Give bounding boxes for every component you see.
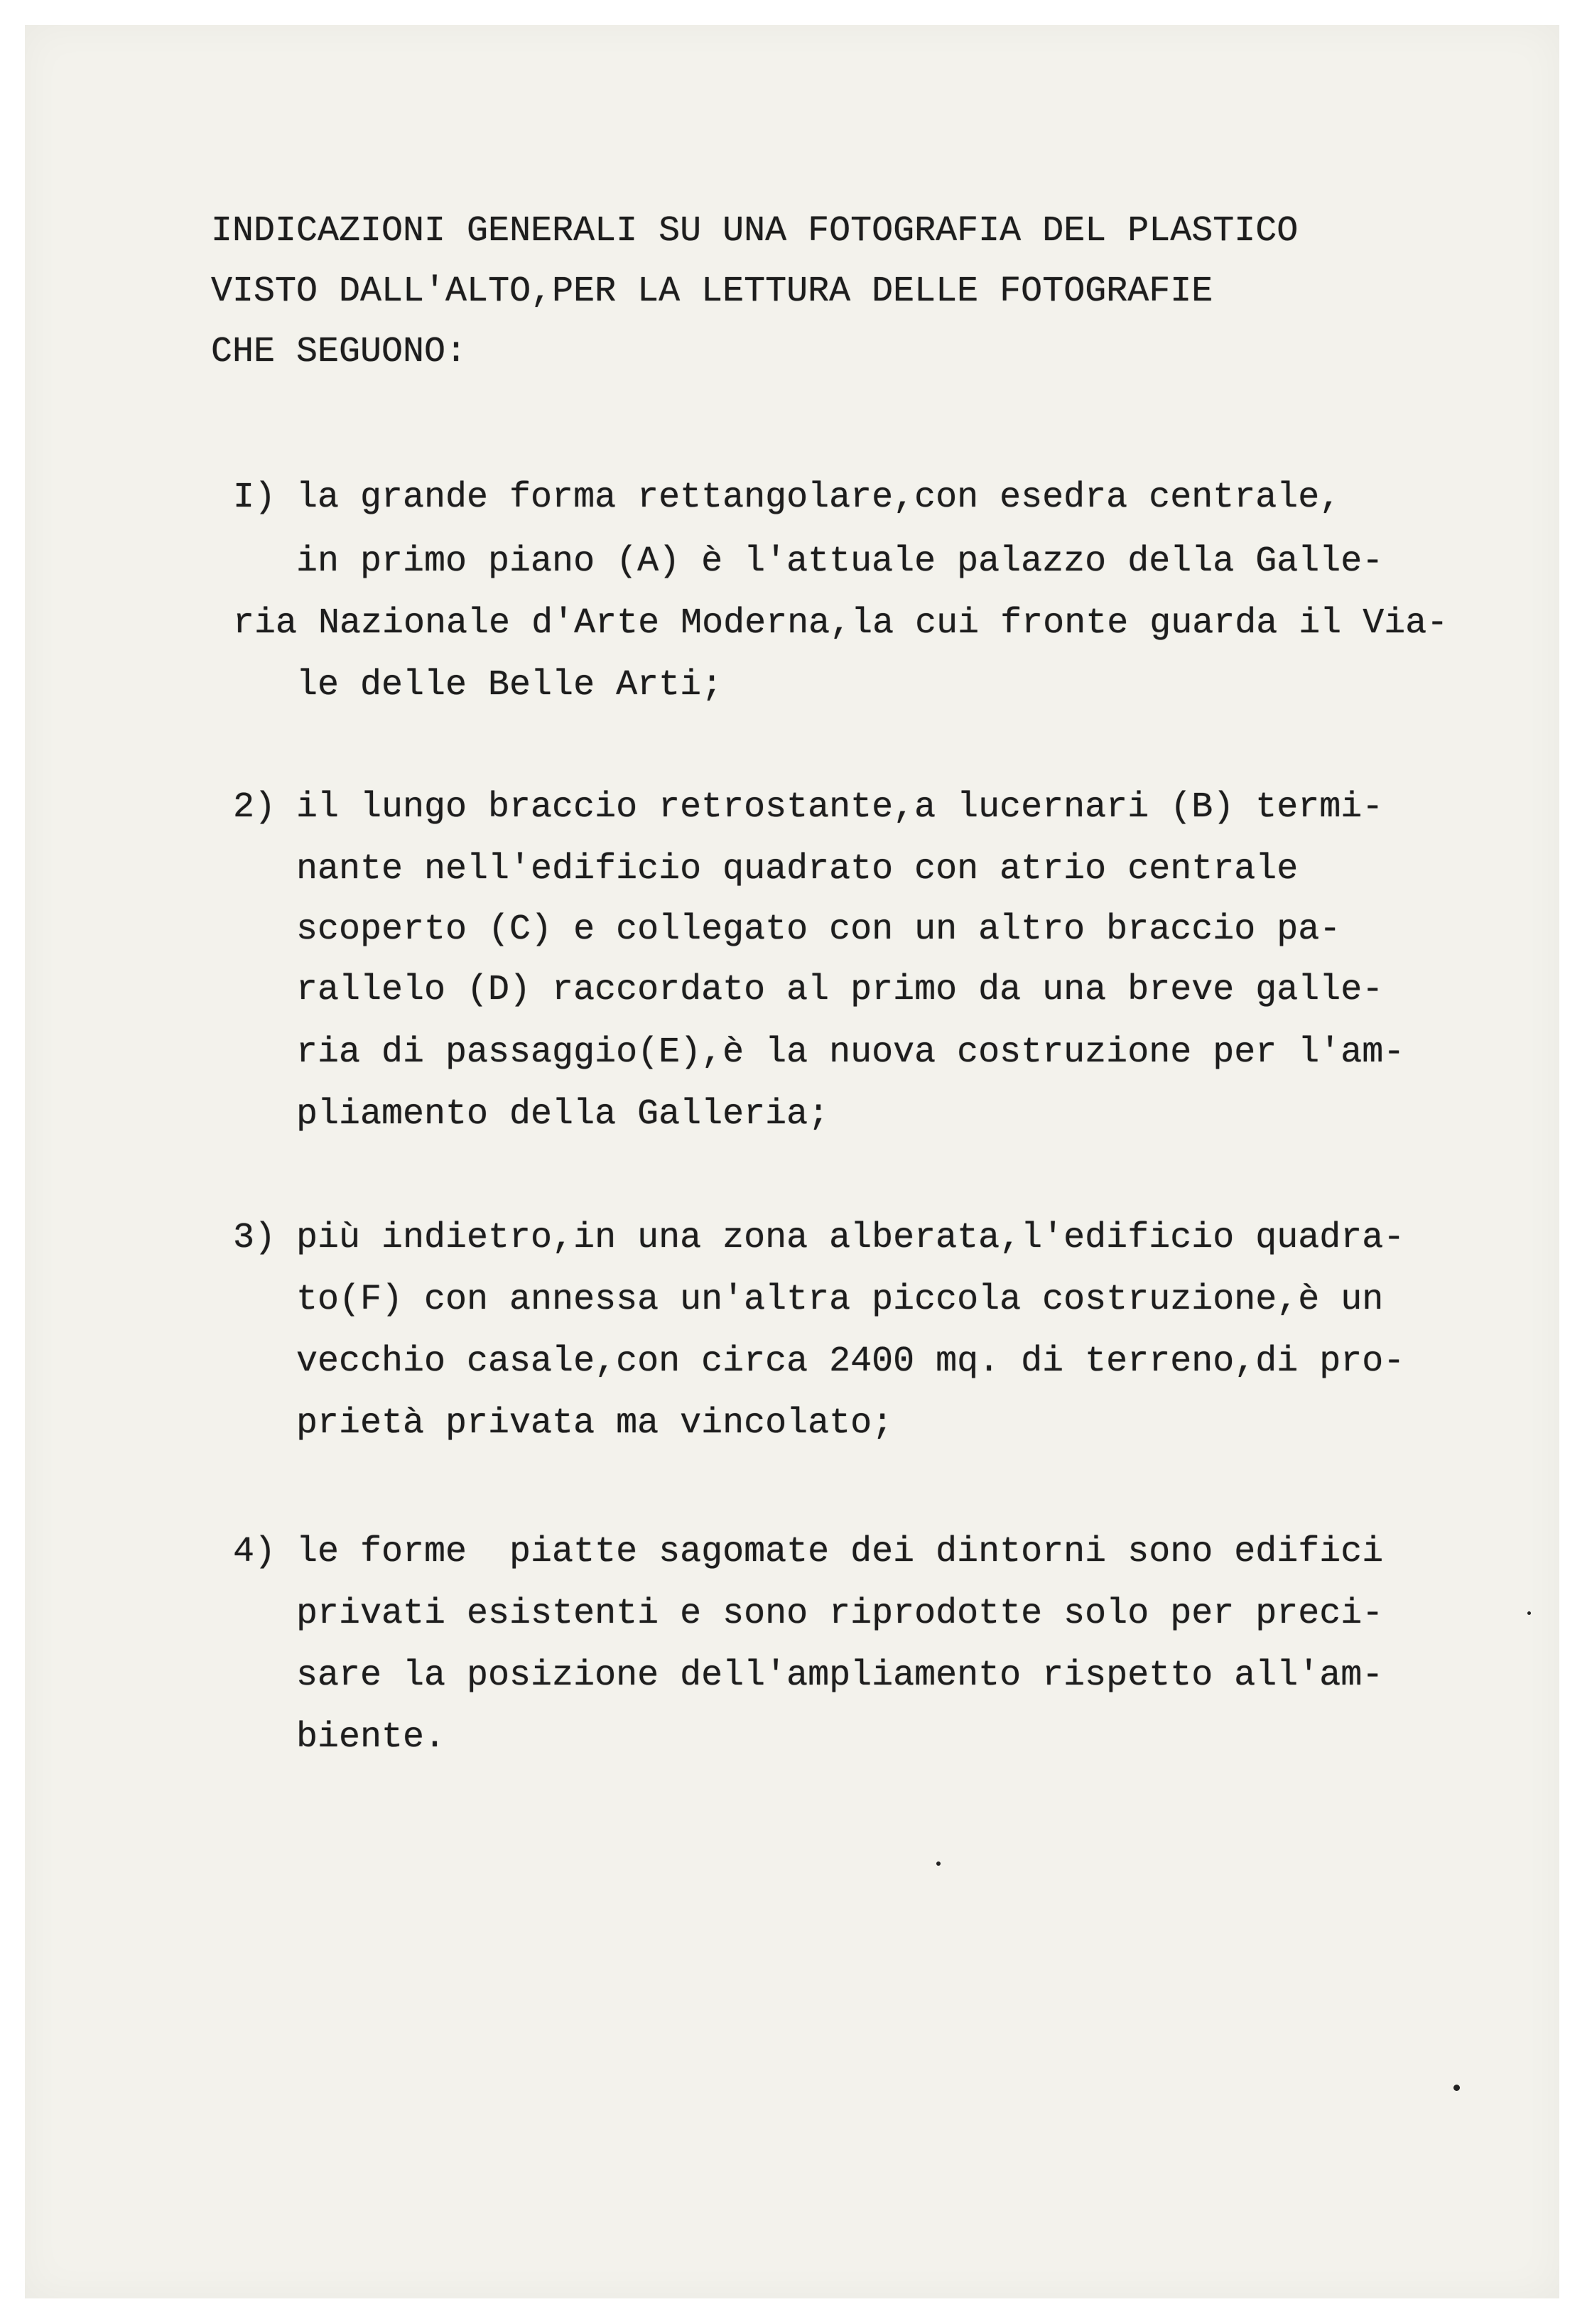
title-line: INDICAZIONI GENERALI SU UNA FOTOGRAFIA DEL PLASTICO — [211, 211, 1299, 252]
title-line: CHE SEGUONO: — [211, 332, 467, 372]
item-line: le forme piatte sagomate dei dintorni sono edifici — [296, 1532, 1384, 1572]
item-line: più indietro,in una zona alberata,l'edificio quadra- — [296, 1218, 1405, 1258]
ink-speck — [936, 1861, 941, 1866]
ink-speck — [1453, 2085, 1460, 2091]
item-line: rallelo (D) raccordato al primo da una breve galle- — [296, 970, 1384, 1010]
item-line: il lungo braccio retrostante,a lucernari (B) termi- — [296, 787, 1384, 828]
title-line: VISTO DALL'ALTO,PER LA LETTURA DELLE FOTOGRAFIE — [211, 271, 1213, 312]
item-line: le delle Belle Arti; — [296, 665, 723, 706]
ink-speck — [1527, 1611, 1531, 1615]
item-number: 3) — [233, 1218, 276, 1258]
item-line: to(F) con annessa un'altra piccola costruzione,è un — [296, 1280, 1384, 1320]
item-line: prietà privata ma vincolato; — [296, 1403, 894, 1444]
item-line: sare la posizione dell'ampliamento rispetto all'am- — [296, 1655, 1384, 1696]
item-line: ria di passaggio(E),è la nuova costruzione per l'am- — [296, 1032, 1405, 1073]
item-number: 2) — [233, 787, 276, 828]
item-number: I) — [233, 477, 276, 518]
item-line: nante nell'edificio quadrato con atrio centrale — [296, 849, 1299, 890]
item-line: la grande forma rettangolare,con esedra centrale, — [296, 477, 1341, 518]
item-line: privati esistenti e sono riprodotte solo per preci- — [296, 1594, 1384, 1634]
item-line: ria Nazionale d'Arte Moderna,la cui fronte guarda il Via- — [233, 603, 1448, 644]
item-line: biente. — [296, 1717, 446, 1758]
item-line: pliamento della Galleria; — [296, 1094, 830, 1135]
item-line: vecchio casale,con circa 2400 mq. di terreno,di pro- — [296, 1341, 1405, 1382]
item-line: scoperto (C) e collegato con un altro braccio pa- — [296, 909, 1341, 950]
item-number: 4) — [233, 1532, 276, 1572]
item-line: in primo piano (A) è l'attuale palazzo della Galle- — [296, 541, 1384, 582]
